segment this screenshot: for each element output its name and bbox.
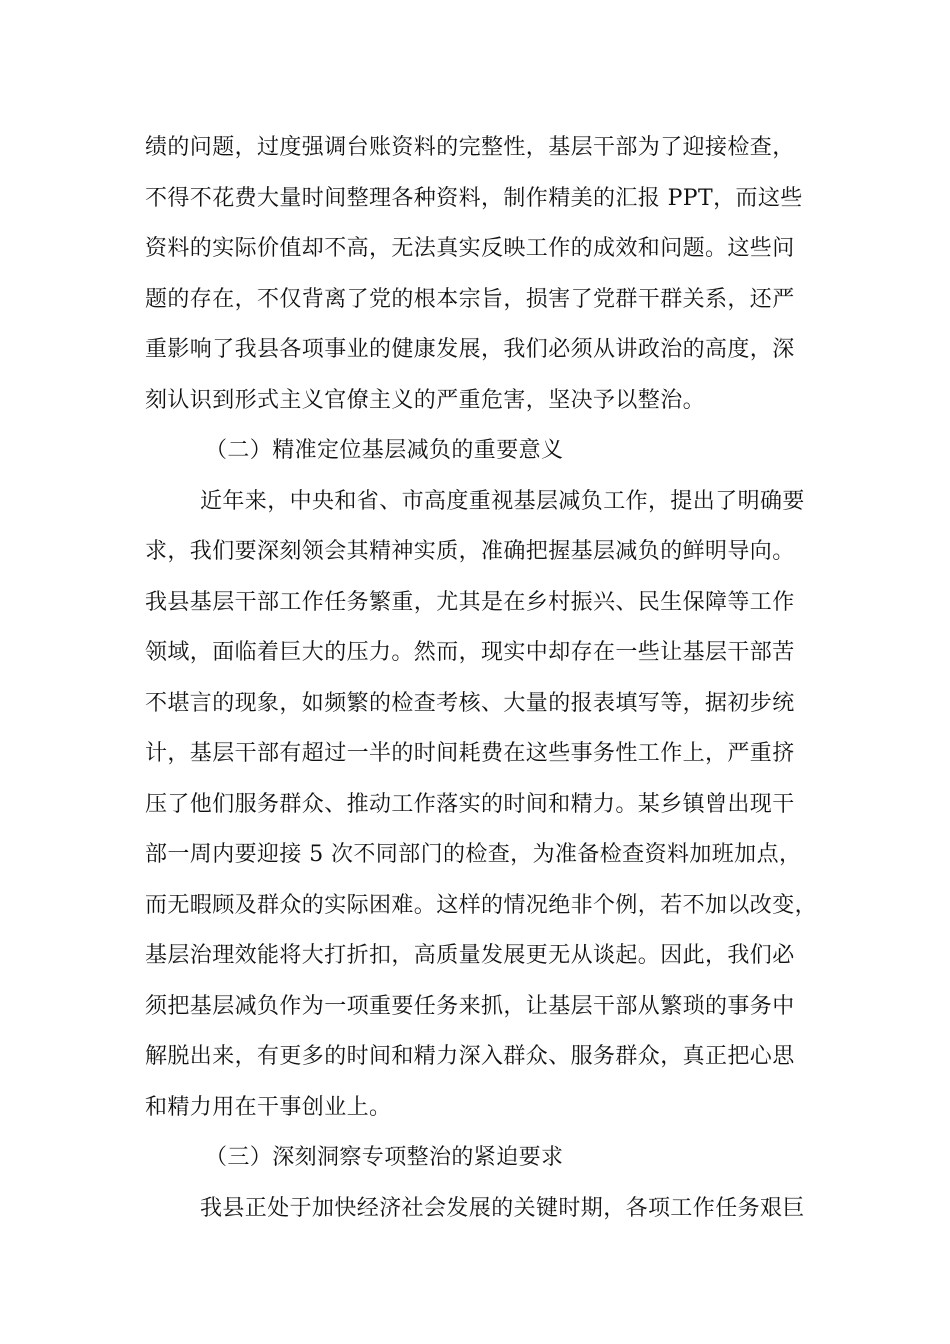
text-line: 不得不花费大量时间整理各种资料，制作精美的汇报 PPT，而这些 [145, 185, 803, 211]
section-heading-2: （二）精准定位基层减负的重要意义 [205, 438, 564, 463]
text-line: 我县正处于加快经济社会发展的关键时期，各项工作任务艰巨 [200, 1195, 805, 1221]
text-line: 不堪言的现象，如频繁的检查考核、大量的报表填写等，据初步统 [145, 690, 795, 716]
section-heading-3: （三）深刻洞察专项整治的紧迫要求 [205, 1145, 564, 1170]
text-line: 资料的实际价值却不高，无法真实反映工作的成效和问题。这些问 [145, 236, 795, 261]
text-line: 重影响了我县各项事业的健康发展，我们必须从讲政治的高度，深 [145, 337, 795, 362]
text-line: 计，基层干部有超过一半的时间耗费在这些事务性工作上，严重挤 [145, 741, 795, 766]
text-line: 部一周内要迎接 5 次不同部门的检查，为准备检查资料加班加点， [145, 842, 802, 867]
text-line: 题的存在，不仅背离了党的根本宗旨，损害了党群干群关系，还严 [145, 286, 795, 312]
text-line: 求，我们要深刻领会其精神实质，准确把握基层减负的鲜明导向。 [145, 539, 795, 564]
text-line: 压了他们服务群众、推动工作落实的时间和精力。某乡镇曾出现干 [145, 791, 795, 817]
text-line: 我县基层干部工作任务繁重，尤其是在乡村振兴、民生保障等工作 [145, 589, 795, 615]
text-line: 刻认识到形式主义官僚主义的严重危害，坚决予以整治。 [145, 387, 706, 413]
text-line: 解脱出来，有更多的时间和精力深入群众、服务群众，真正把心思 [145, 1044, 795, 1069]
text-line: 绩的问题，过度强调台账资料的完整性，基层干部为了迎接检查， [145, 135, 795, 160]
text-line: 而无暇顾及群众的实际困难。这样的情况绝非个例，若不加以改变， [145, 892, 818, 918]
text-line: 基层治理效能将大打折扣，高质量发展更无从谈起。因此，我们必 [145, 943, 795, 968]
body-text [145, 123, 825, 1234]
text-line: 领域，面临着巨大的压力。然而，现实中却存在一些让基层干部苦 [145, 640, 795, 665]
text-line: 和精力用在干事创业上。 [145, 1094, 392, 1120]
text-line: 须把基层减负作为一项重要任务来抓，让基层干部从繁琐的事务中 [145, 993, 795, 1019]
text-line: 近年来，中央和省、市高度重视基层减负工作，提出了明确要 [200, 488, 805, 514]
